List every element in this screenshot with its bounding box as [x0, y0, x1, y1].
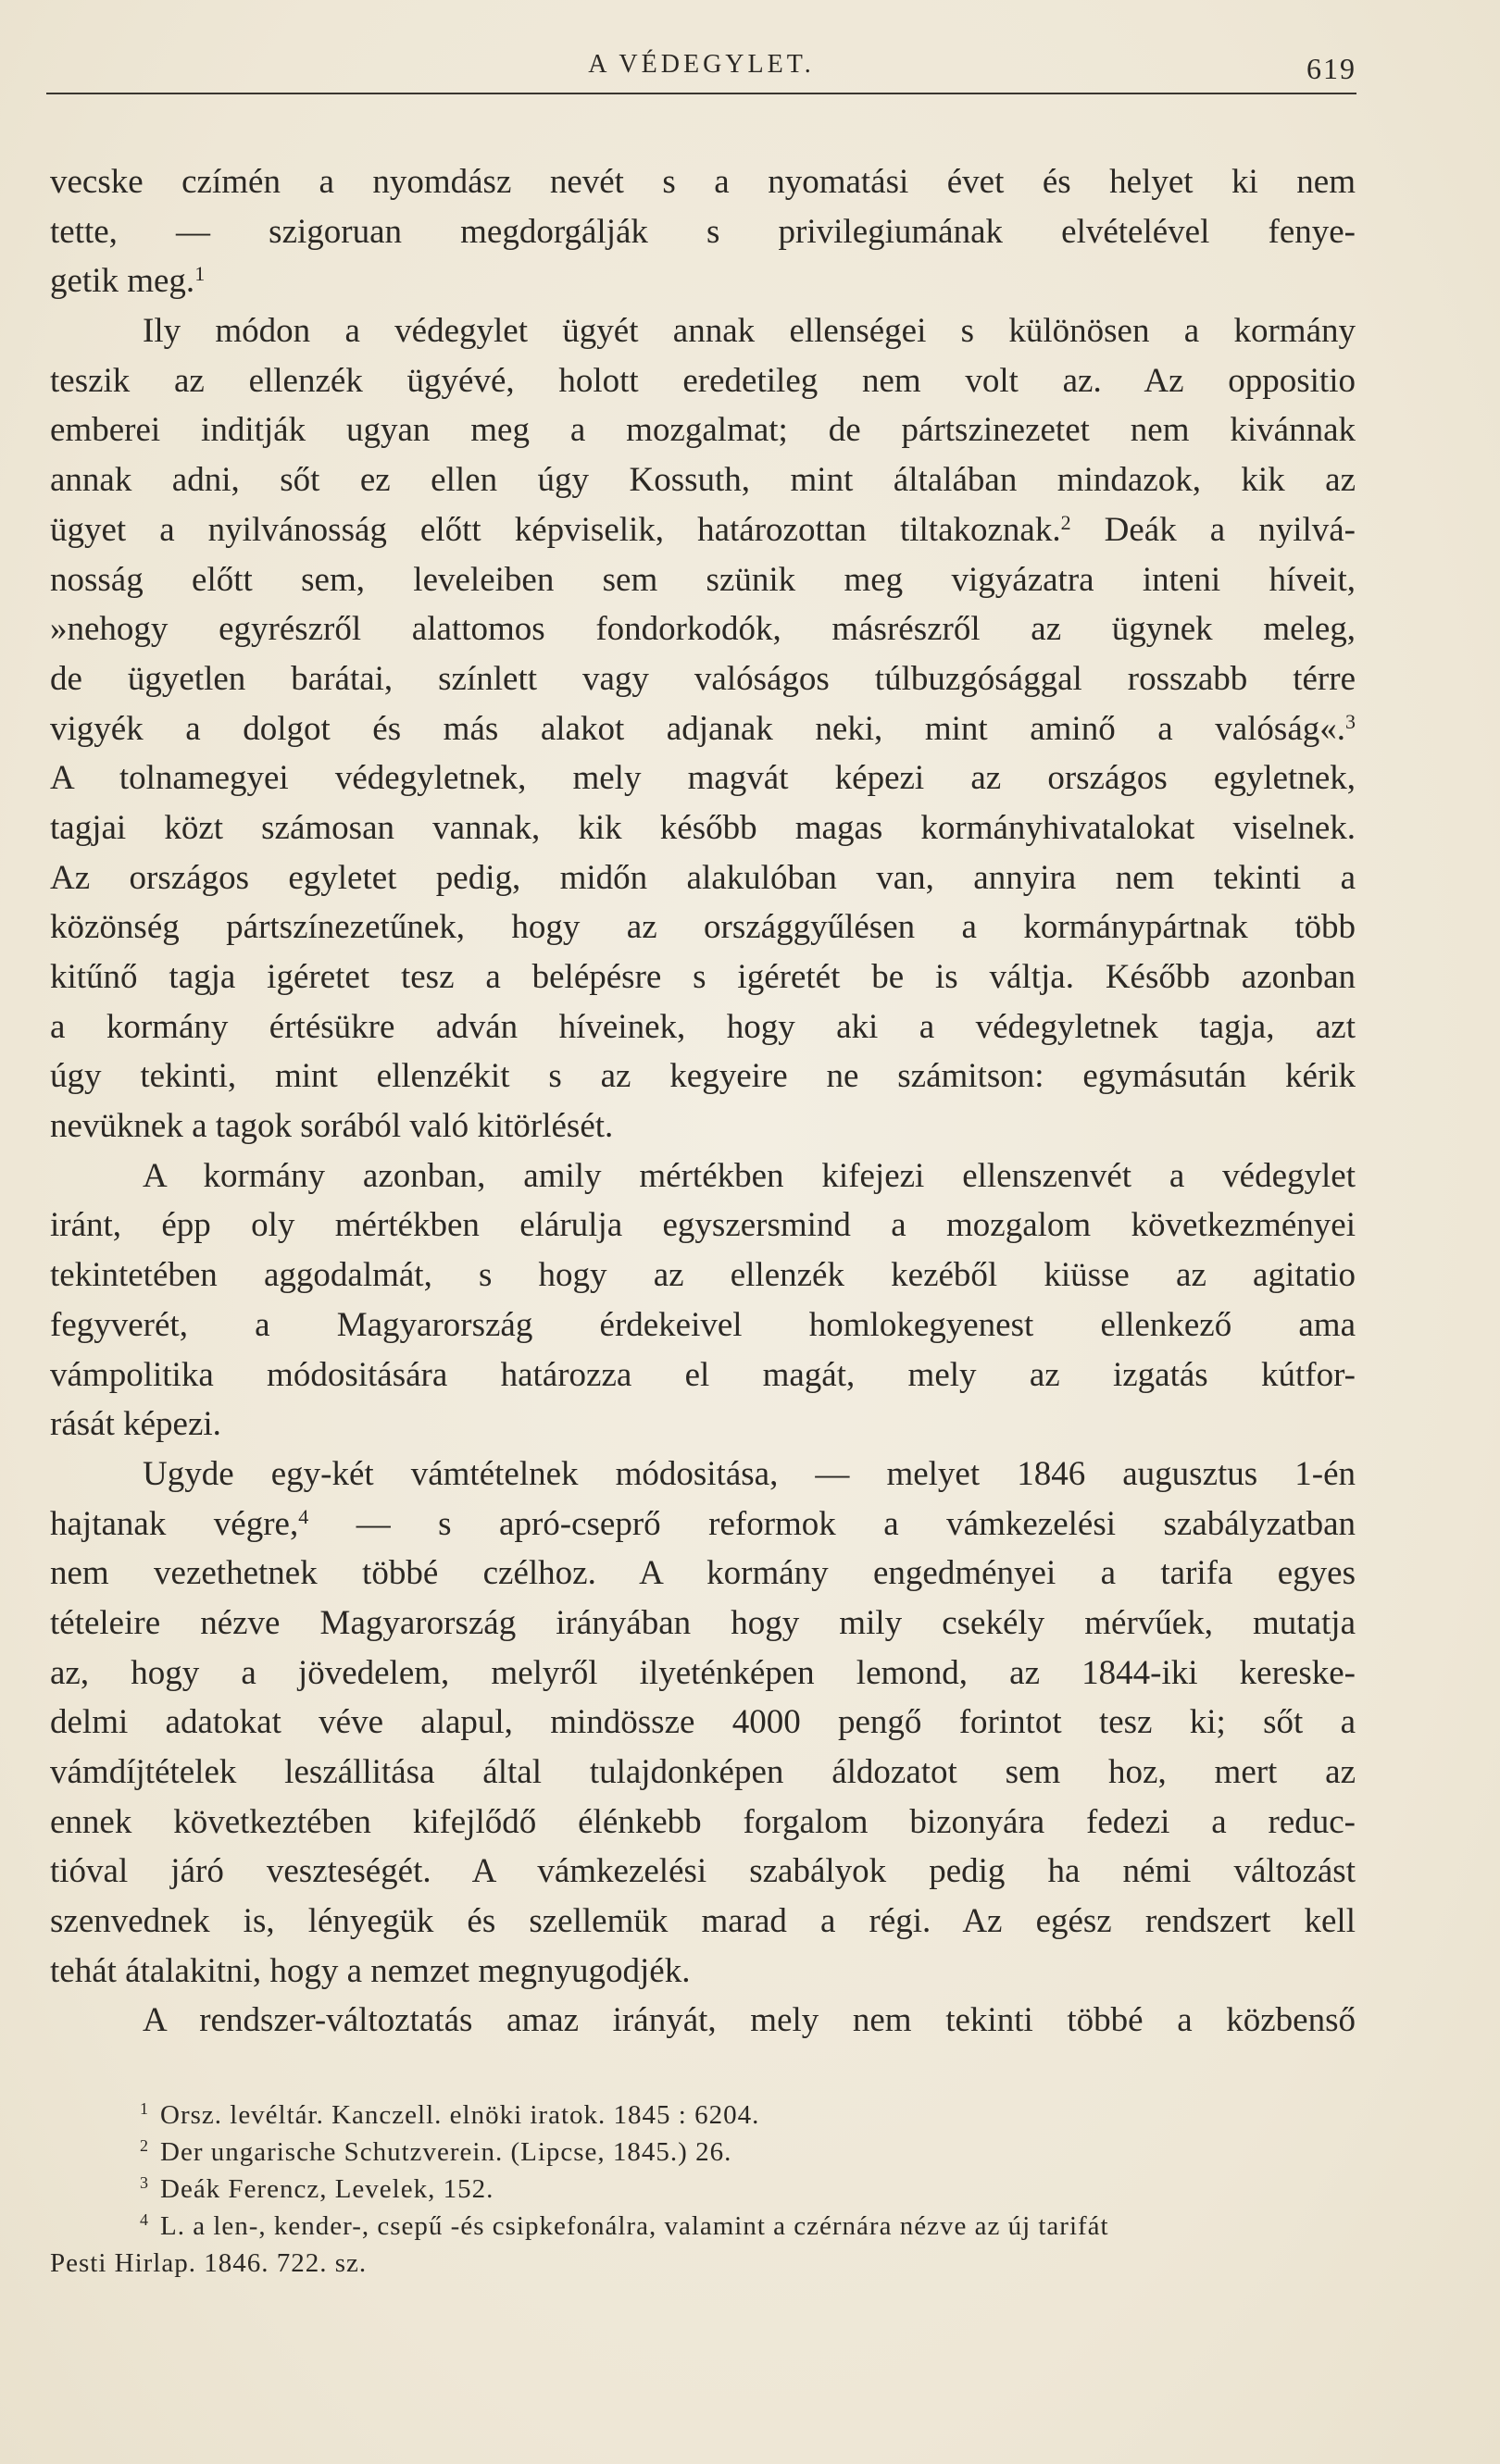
- text-line: [50, 1052, 1356, 1101]
- line-text: Az országos egyletet pedig, midőn alakulóban van, annyira nem tekinti a: [50, 858, 1356, 897]
- line-text: ügyet a nyilvánosság előtt képviselik, határozottan tiltakoznak.: [50, 510, 1061, 549]
- line-text: ennek következtében kifejlődő élénkebb forgalom bizonyára fedezi a reduc-: [50, 1802, 1356, 1841]
- text-line: [50, 1151, 1356, 1201]
- footnote: [50, 2245, 1356, 2282]
- footnote: 3 Deák Ferencz, Levelek, 152.: [140, 2173, 494, 2204]
- line-text: nevüknek a tagok sorából való kitörlését.: [50, 1107, 614, 1146]
- text-line: [50, 1101, 1356, 1151]
- line-text: szenvednek is, lényegük és szellemük marad a régi. Az egész rendszert kell: [50, 1902, 1356, 1941]
- text-line: [50, 455, 1356, 505]
- line-text: emberei inditják ugyan meg a mozgalmat; de pártszinezetet nem kivánnak: [50, 411, 1356, 450]
- line-text-tail: Deák a nyilvá-: [1070, 510, 1356, 549]
- header-rule: [46, 93, 1356, 94]
- page-header: [46, 48, 1356, 96]
- footnote-text: Pesti Hirlap. 1846. 722. sz.: [50, 2248, 368, 2278]
- line-text: A rendszer-változtatás amaz irányát, mely nem tekinti többé a közbenső: [143, 2001, 1356, 2040]
- line-text: »nehogy egyrészről alattomos fondorkodók, másrészről az ügynek meleg,: [50, 610, 1356, 649]
- footnote-reference: 3: [1345, 709, 1356, 733]
- text-line: [50, 1450, 1356, 1500]
- line-text: tételeire nézve Magyarország irányában hogy mily csekély mérvűek, mutatja: [50, 1603, 1356, 1642]
- line-text: vigyék a dolgot és más alakot adjanak neki, mint aminő a valóság«.: [50, 709, 1345, 748]
- body-text: [50, 157, 1356, 2046]
- page-number: 619: [1306, 52, 1356, 85]
- line-text: Ugyde egy-két vámtételnek módositása, — melyet 1846 augusztus 1-én: [143, 1454, 1356, 1493]
- text-line: [50, 1599, 1356, 1649]
- footnote: 2 Der ungarische Schutzverein. (Lipcse, 1845.) 26.: [140, 2136, 732, 2167]
- text-line: [50, 1201, 1356, 1251]
- running-head: A VÉDEGYLET.: [588, 50, 815, 79]
- line-text: tekintetében aggodalmát, s hogy az ellenzék kezéből kiüsse az agitatio: [50, 1256, 1356, 1295]
- footnote-text: Der ungarische Schutzverein. (Lipcse, 1845.) 26.: [160, 2137, 732, 2167]
- text-line: [50, 1251, 1356, 1300]
- line-text: tióval járó veszteségét. A vámkezelési szabályok pedig ha némi változást: [50, 1852, 1356, 1891]
- line-text: fegyverét, a Magyarország érdekeivel homlokegyenest ellenkező ama: [50, 1305, 1356, 1344]
- line-text: Ily módon a védegylet ügyét annak ellenségei s különösen a kormány: [143, 312, 1356, 351]
- line-text: hajtanak végre,: [50, 1504, 299, 1543]
- text-line: [50, 256, 1356, 306]
- line-text: de ügyetlen barátai, színlett vagy valóságos túlbuzgósággal rosszabb térre: [50, 659, 1356, 698]
- text-line: [50, 803, 1356, 853]
- text-line: [50, 1300, 1356, 1350]
- text-line: [50, 952, 1356, 1002]
- text-line: [50, 157, 1356, 207]
- footnote-text: L. a len-, kender-, csepű -és csipkefonálra, valamint a czérnára nézve az új tarifát: [160, 2211, 1109, 2241]
- text-line: [50, 1847, 1356, 1897]
- line-text: A tolnamegyei védegyletnek, mely magvát képezi az országos egyletnek,: [50, 759, 1356, 798]
- text-line: [50, 704, 1356, 754]
- text-line: [50, 1996, 1356, 2046]
- line-text: nosság előtt sem, leveleiben sem szünik meg vigyázatra inteni híveit,: [50, 560, 1356, 599]
- text-line: [50, 505, 1356, 555]
- line-text: tehát átalakitni, hogy a nemzet megnyugodjék.: [50, 1951, 691, 1990]
- line-text: kitűnő tagja igéretet tesz a belépésre s igéretét be is váltja. Később azonban: [50, 958, 1356, 996]
- line-text-tail: — s apró-cseprő reformok a vámkezelési szabályzatban: [308, 1504, 1356, 1543]
- text-line: [50, 306, 1356, 356]
- line-text: A kormány azonban, amily mértékben kifejezi ellenszenvét a védegylet: [143, 1156, 1356, 1195]
- text-line: [50, 555, 1356, 605]
- text-line: [50, 1897, 1356, 1947]
- text-line: [50, 1748, 1356, 1798]
- text-line: [50, 654, 1356, 704]
- line-text: tette, — szigoruan megdorgálják s privilegiumának elvételével fenye-: [50, 212, 1356, 251]
- text-line: [50, 853, 1356, 903]
- text-line: [50, 1798, 1356, 1848]
- text-line: [50, 902, 1356, 952]
- text-line: [50, 604, 1356, 654]
- text-line: [50, 1350, 1356, 1400]
- footnote-text: Deák Ferencz, Levelek, 152.: [160, 2174, 494, 2204]
- line-text: vámdíjtételek leszállitása által tulajdonképen áldozatot sem hoz, mert az: [50, 1753, 1356, 1791]
- text-line: [50, 1549, 1356, 1599]
- line-text: teszik az ellenzék ügyévé, holott eredetileg nem volt az. Az oppositio: [50, 361, 1356, 400]
- text-line: [50, 1400, 1356, 1450]
- line-text: getik meg.: [50, 262, 195, 301]
- line-text: az, hogy a jövedelem, melyről ilyeténképen lemond, az 1844-iki kereske-: [50, 1653, 1356, 1692]
- text-line: [50, 356, 1356, 406]
- text-line: [50, 207, 1356, 257]
- text-line: [50, 1947, 1356, 1997]
- footnote: 1 Orsz. levéltár. Kanczell. elnöki iratok. 1845 : 6204.: [140, 2099, 760, 2130]
- text-line: [50, 753, 1356, 803]
- footnote-reference: 2: [1060, 510, 1071, 534]
- line-text: annak adni, sőt ez ellen úgy Kossuth, mint általában mindazok, kik az: [50, 461, 1356, 500]
- footnote-reference: 1: [194, 262, 206, 286]
- line-text: iránt, épp oly mértékben elárulja egyszersmind a mozgalom következményei: [50, 1206, 1356, 1245]
- line-text: vecske czímén a nyomdász nevét s a nyomatási évet és helyet ki nem: [50, 163, 1356, 201]
- line-text: rását képezi.: [50, 1405, 221, 1444]
- footnote: 4 L. a len-, kender-, csepű -és csipkefonálra, valamint a czérnára nézve az új tarifát: [140, 2210, 1109, 2241]
- line-text: tagjai közt számosan vannak, kik később magas kormányhivatalokat viselnek.: [50, 808, 1356, 847]
- footnote-reference: 4: [298, 1504, 309, 1528]
- line-text: úgy tekinti, mint ellenzékit s az kegyeire ne számitson: egymásután kérik: [50, 1057, 1356, 1096]
- line-text: a kormány értésükre adván híveinek, hogy aki a védegyletnek tagja, azt: [50, 1007, 1356, 1046]
- footnotes: [50, 2097, 1356, 2282]
- text-line: [50, 1002, 1356, 1052]
- line-text: vámpolitika módositására határozza el magát, mely az izgatás kútfor-: [50, 1355, 1356, 1394]
- text-line: [50, 1698, 1356, 1748]
- text-line: [50, 1500, 1356, 1549]
- line-text: delmi adatokat véve alapul, mindössze 4000 pengő forintot tesz ki; sőt a: [50, 1703, 1356, 1742]
- line-text: nem vezethetnek többé czélhoz. A kormány engedményei a tarifa egyes: [50, 1554, 1356, 1593]
- text-line: [50, 405, 1356, 455]
- footnote-text: Orsz. levéltár. Kanczell. elnöki iratok. 1845 : 6204.: [160, 2100, 760, 2130]
- line-text: közönség pártszínezetűnek, hogy az országgyűlésen a kormánypártnak több: [50, 908, 1356, 947]
- text-line: [50, 1649, 1356, 1699]
